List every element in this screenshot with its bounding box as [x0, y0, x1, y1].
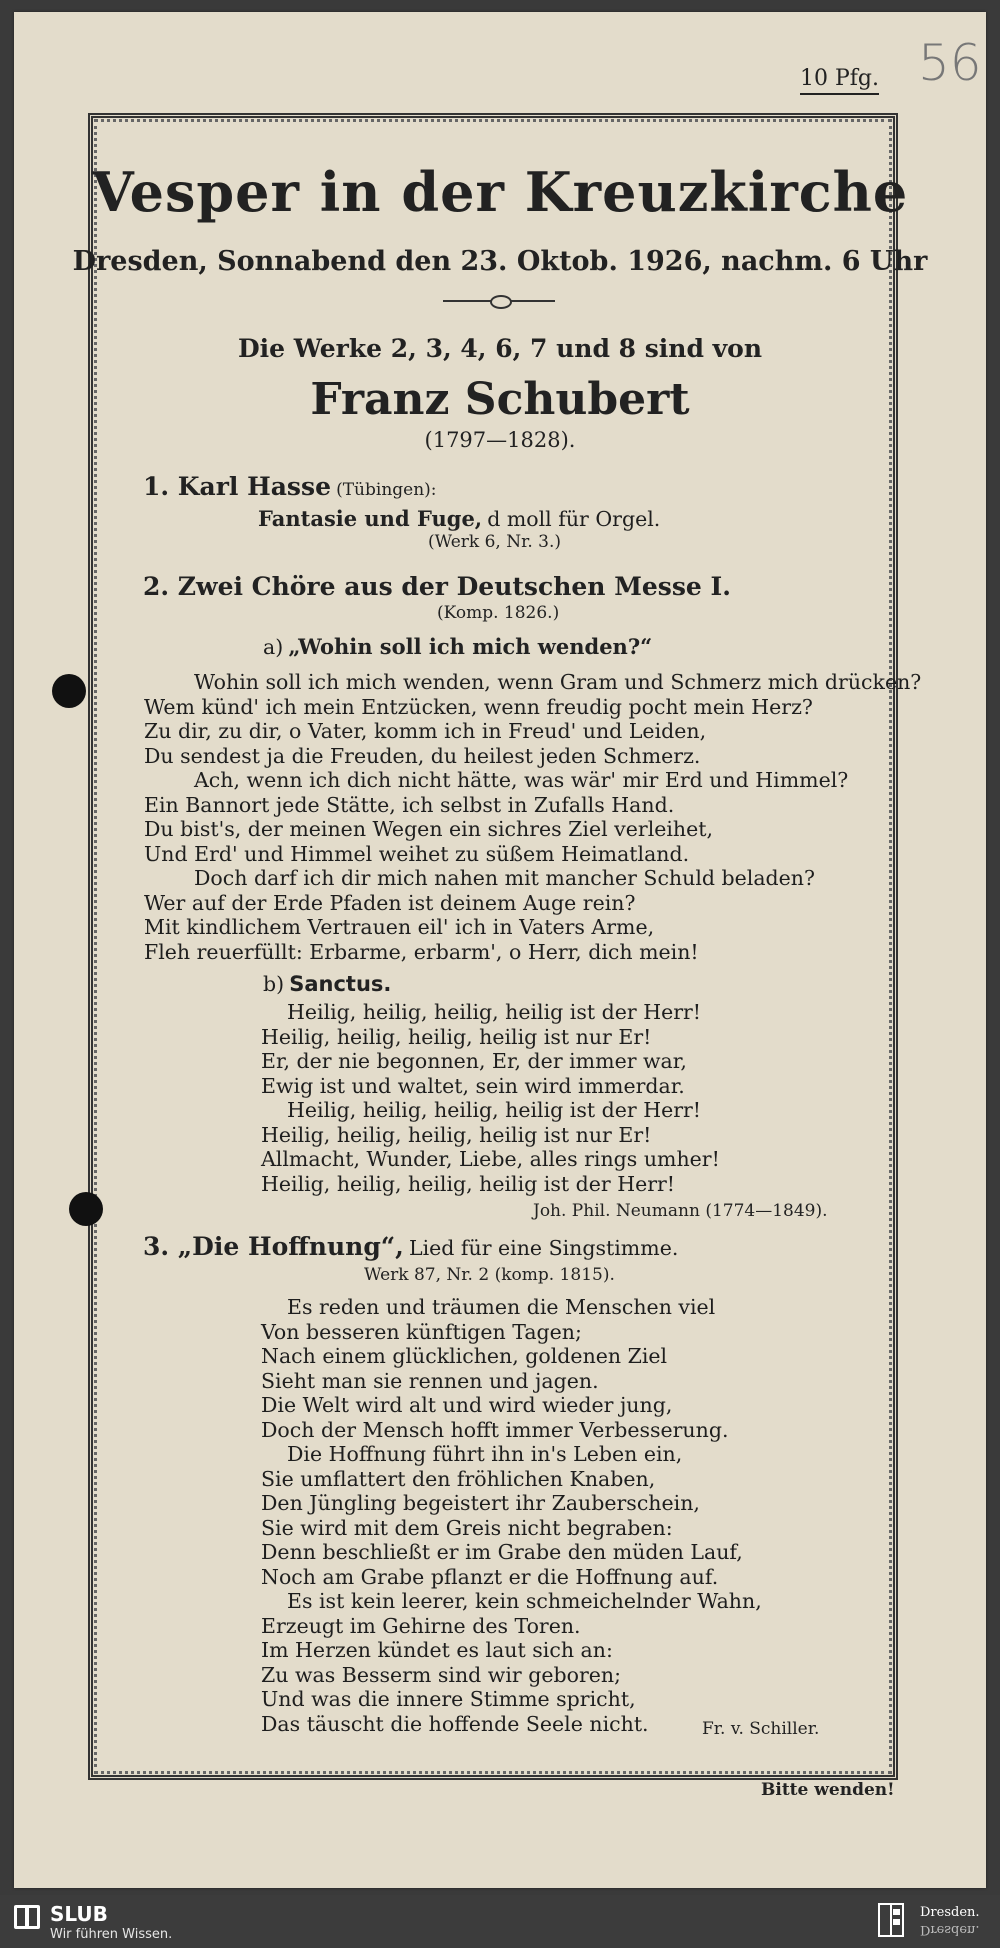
verse-line: Heilig, heilig, heilig, heilig ist der Herr!	[261, 1171, 676, 1196]
verse-line: Den Jüngling begeistert ihr Zauberschein,	[261, 1491, 700, 1515]
punch-hole-bottom	[69, 1192, 103, 1226]
verse-line: Im Herzen kündet es laut sich an:	[261, 1638, 613, 1662]
verse-line: Die Hoffnung führt ihn in's Leben ein,	[287, 1442, 683, 1466]
item3-heading-row	[143, 1232, 678, 1261]
verse-line: Und was die innere Stimme spricht,	[261, 1687, 636, 1711]
verse-line: Heilig, heilig, heilig, heilig ist nur Er!	[261, 1122, 652, 1147]
item2a-title: „Wohin soll ich mich wenden?“	[288, 634, 653, 659]
item3-author: Fr. v. Schiller.	[702, 1719, 820, 1739]
item2a-heading-row	[263, 634, 652, 660]
item2b-text	[261, 1000, 720, 1196]
verse-line: Sie umflattert den fröhlichen Knaben,	[261, 1466, 656, 1491]
turn-page-note: Bitte wenden!	[761, 1780, 895, 1800]
divider-ornament-center	[490, 295, 512, 309]
verse-line: Heilig, heilig, heilig, heilig ist nur Er!	[261, 1024, 652, 1049]
verse-line: Die Welt wird alt und wird wieder jung,	[261, 1393, 673, 1417]
verse-line: Doch der Mensch hofft immer Verbesserung.	[261, 1417, 729, 1442]
verse-line: Du bist's, der meinen Wegen ein sichres Ziel verleihet,	[144, 817, 714, 841]
punch-hole-top	[52, 674, 86, 708]
item1-work-key: d moll für Orgel.	[487, 507, 661, 531]
book-icon	[14, 1905, 40, 1929]
verse-line: Wem künd' ich mein Entzücken, wenn freudig pocht mein Herz?	[144, 694, 813, 719]
verse-line: Ach, wenn ich dich nicht hätte, was wär' mir Erd und Himmel?	[194, 768, 849, 792]
item2b-title: Sanctus.	[289, 972, 392, 996]
verse-line: Wohin soll ich mich wenden, wenn Gram und Schmerz mich drücken?	[194, 670, 922, 694]
item2a-text	[144, 670, 921, 964]
verse-line: Wer auf der Erde Pfaden ist deinem Auge rein?	[144, 890, 636, 915]
item1-heading-row	[143, 472, 437, 501]
item3-catalog: Werk 87, Nr. 2 (komp. 1815).	[364, 1265, 615, 1285]
verse-line: Du sendest ja die Freuden, du heilest jeden Schmerz.	[144, 743, 701, 768]
verse-line: Mit kindlichem Vertrauen eil' ich in Vaters Arme,	[144, 915, 655, 939]
item1-work-row	[258, 506, 660, 532]
verse-line: Doch darf ich dir mich nahen mit mancher Schuld beladen?	[194, 866, 816, 890]
verse-line: Heilig, heilig, heilig, heilig ist der Herr!	[287, 1098, 702, 1122]
verse-line: Es ist kein leerer, kein schmeichelnder Wahn,	[287, 1589, 762, 1613]
city-crest-icon	[878, 1903, 904, 1937]
verse-line: Ein Bannort jede Stätte, ich selbst in Zufalls Hand.	[144, 792, 675, 817]
verse-line: Noch am Grabe pflanzt er die Hoffnung auf.	[261, 1564, 719, 1589]
page-title: Vesper in der Kreuzkirche	[91, 160, 909, 224]
verse-line: Sie wird mit dem Greis nicht begraben:	[261, 1515, 673, 1540]
item2-note: (Komp. 1826.)	[437, 603, 560, 623]
item2a-label: a)	[263, 635, 284, 659]
price-label: 10 Pfg.	[800, 66, 879, 95]
item3-text	[261, 1295, 762, 1736]
item3-heading-note: Lied für eine Singstimme.	[408, 1236, 679, 1260]
composer-name: Franz Schubert	[310, 374, 690, 425]
handwritten-number: 56	[918, 34, 982, 92]
library-logo[interactable]: SLUB	[50, 1902, 108, 1926]
partner-logo-mirror: Dresden.	[920, 1922, 980, 1937]
verse-line: Denn beschließt er im Grabe den müden Lauf,	[261, 1540, 743, 1564]
library-tagline: Wir führen Wissen.	[50, 1927, 173, 1942]
partner-logo[interactable]: Dresden.	[920, 1905, 980, 1920]
item1-work: Fantasie und Fuge,	[258, 506, 483, 531]
verse-line: Nach einem glücklichen, goldenen Ziel	[261, 1344, 668, 1368]
verse-line: Von besseren künftigen Tagen;	[261, 1319, 582, 1344]
item1-heading-note: (Tübingen):	[336, 480, 437, 500]
verse-line: Und Erd' und Himmel weihet zu süßem Heimatland.	[144, 841, 690, 866]
item2b-author: Joh. Phil. Neumann (1774—1849).	[533, 1201, 828, 1221]
item1-heading: 1. Karl Hasse	[143, 472, 331, 501]
item1-catalog: (Werk 6, Nr. 3.)	[428, 532, 562, 552]
works-note: Die Werke 2, 3, 4, 6, 7 und 8 sind von	[237, 334, 763, 363]
event-date: Dresden, Sonnabend den 23. Oktob. 1926, nachm. 6 Uhr	[72, 246, 928, 277]
verse-line: Zu dir, zu dir, o Vater, komm ich in Freud' und Leiden,	[144, 719, 707, 743]
item2-heading: 2. Zwei Chöre aus der Deutschen Messe I.	[143, 572, 731, 601]
verse-line: Das täuscht die hoffende Seele nicht.	[261, 1711, 649, 1736]
item2b-heading-row	[263, 972, 391, 997]
verse-line: Zu was Besserm sind wir geboren;	[261, 1662, 621, 1687]
verse-line: Er, der nie begonnen, Er, der immer war,	[261, 1049, 687, 1073]
verse-line: Erzeugt im Gehirne des Toren.	[261, 1613, 581, 1638]
verse-line: Fleh reuerfüllt: Erbarme, erbarm', o Herr, dich mein!	[144, 939, 699, 964]
verse-line: Allmacht, Wunder, Liebe, alles rings umher!	[261, 1147, 720, 1171]
verse-line: Heilig, heilig, heilig, heilig ist der Herr!	[287, 1000, 702, 1024]
composer-years: (1797—1828).	[424, 428, 576, 452]
verse-line: Es reden und träumen die Menschen viel	[287, 1295, 716, 1319]
verse-line: Ewig ist und waltet, sein wird immerdar.	[261, 1073, 685, 1098]
item3-heading: 3. „Die Hoffnung“,	[143, 1232, 404, 1261]
verse-line: Sieht man sie rennen und jagen.	[261, 1368, 599, 1393]
item2b-label: b)	[263, 972, 285, 996]
